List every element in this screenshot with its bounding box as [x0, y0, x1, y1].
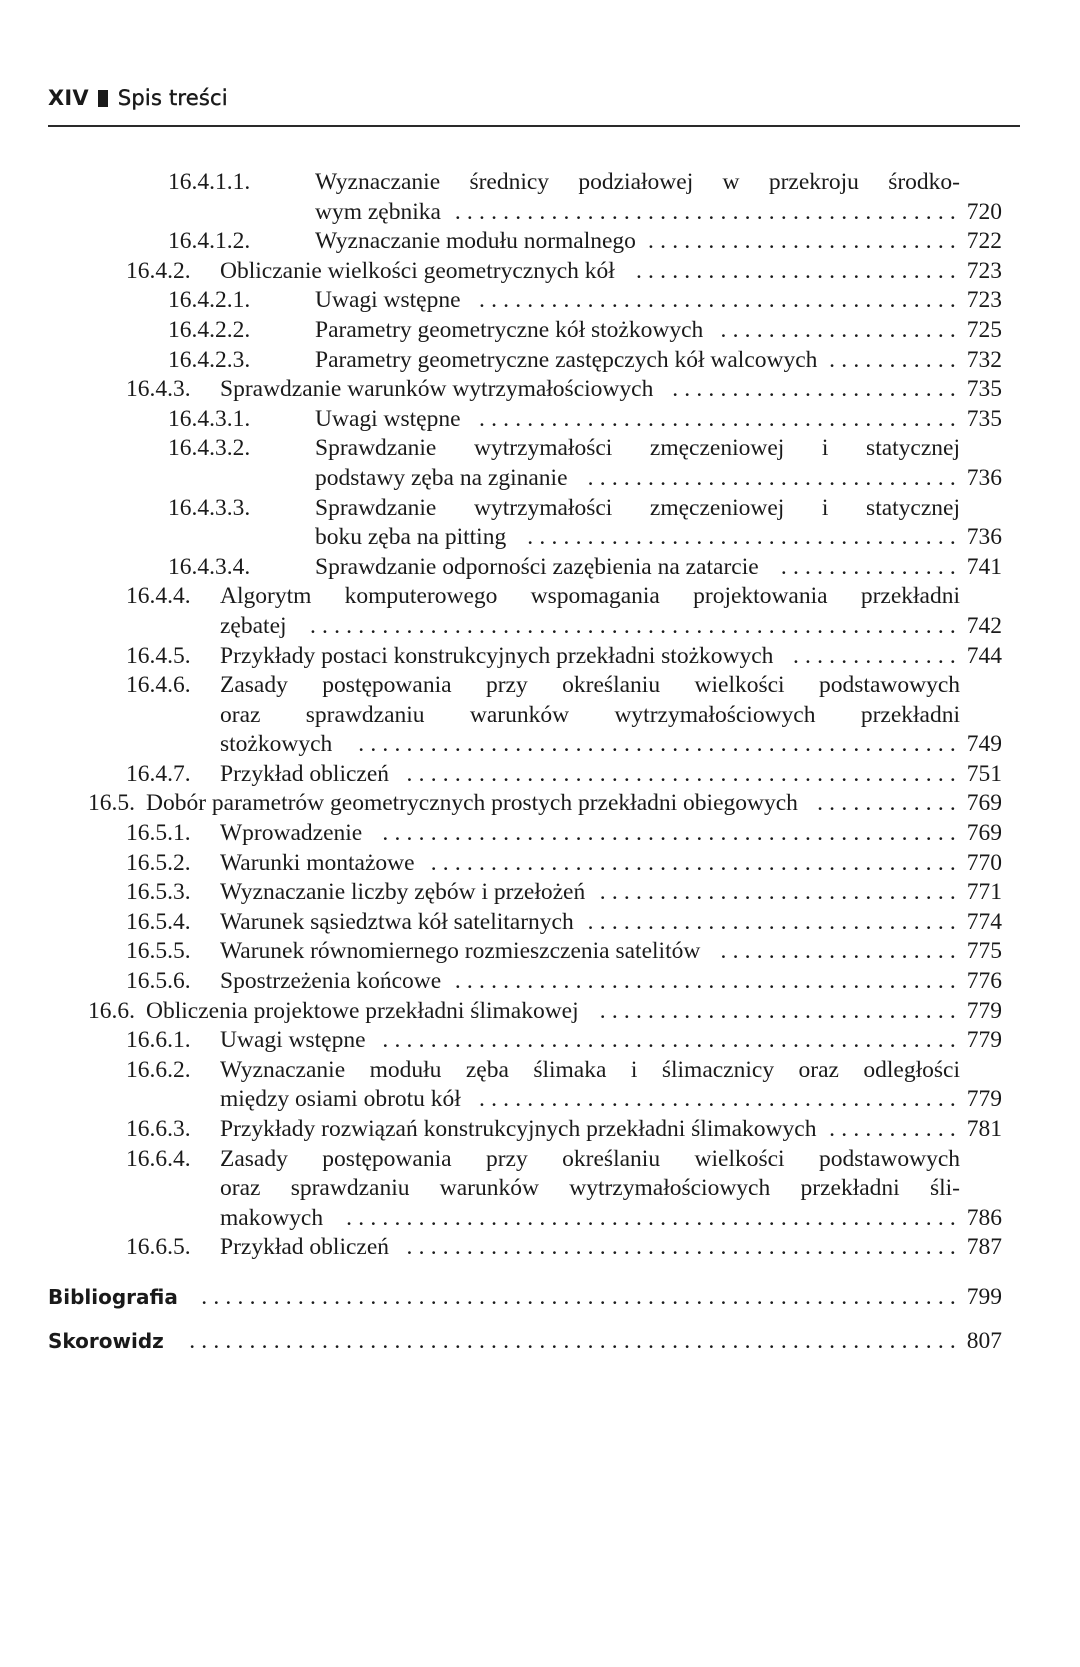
page-number: 751 — [966, 760, 1002, 787]
toc-entry[interactable] — [0, 760, 1080, 790]
toc-line — [0, 316, 1080, 346]
dot-leader: ........................... — [635, 257, 962, 284]
dot-leader: ............ — [817, 790, 962, 817]
toc-number: 16.4.1.2. — [168, 228, 251, 255]
toc-title: Parametry geometryczne zastępczych kół walcowych — [315, 346, 818, 373]
toc-title: Spostrzeżenia końcowe — [220, 968, 442, 995]
page-number: 725 — [966, 316, 1002, 343]
page-number: 769 — [966, 790, 1002, 817]
toc-number: 16.4.7. — [126, 760, 191, 787]
toc-title: Obliczanie wielkości geometrycznych kół — [220, 257, 615, 284]
toc-title: Przykłady rozwiązań konstrukcyjnych przekładni ślimakowych — [220, 1116, 817, 1142]
toc-title: Uwagi wstępne — [220, 1027, 366, 1054]
toc-line — [0, 789, 1080, 819]
toc-line — [0, 1275, 1080, 1319]
page-number: 775 — [966, 938, 1002, 965]
toc-line — [0, 730, 1080, 760]
dot-leader: ............................... — [587, 908, 962, 935]
page-number: 779 — [966, 1027, 1002, 1054]
toc-line — [0, 1056, 1080, 1086]
toc-entry[interactable] — [0, 553, 1080, 583]
toc-number: 16.6. — [88, 997, 135, 1024]
page-number: 723 — [966, 287, 1002, 314]
toc-number: 16.4.2.3. — [168, 346, 251, 373]
dot-leader: ........................................ — [479, 1086, 962, 1113]
toc-line — [0, 523, 1080, 553]
toc-line — [0, 1204, 1080, 1234]
spacer — [0, 1263, 1080, 1275]
toc-line — [0, 464, 1080, 494]
dot-leader: .................................................. — [358, 731, 962, 758]
toc-line — [0, 760, 1080, 790]
toc-line — [0, 582, 1080, 612]
page-number: 774 — [966, 908, 1002, 935]
dot-leader: .............................................. — [406, 760, 962, 787]
toc-title: Przykład obliczeń — [220, 1234, 390, 1261]
toc-line — [0, 553, 1080, 583]
page-number: 749 — [966, 731, 1002, 758]
toc-entry[interactable] — [0, 1319, 1080, 1363]
toc-number: 16.4.3.1. — [168, 405, 251, 432]
dot-leader: .................... — [720, 938, 962, 965]
toc-line — [0, 819, 1080, 849]
toc-entry[interactable] — [0, 1233, 1080, 1263]
section-title: Spis treści — [117, 86, 228, 110]
toc-entry[interactable] — [0, 582, 1080, 641]
toc-title: stożkowych — [220, 731, 333, 758]
page-number: 787 — [966, 1234, 1002, 1261]
toc-number: 16.5.1. — [126, 820, 191, 847]
dot-leader: .............. — [792, 642, 962, 669]
dot-leader: ............................................................... — [201, 1283, 962, 1310]
toc-number: 16.4.6. — [126, 672, 191, 699]
toc-number: 16.5. — [88, 790, 135, 817]
page-number: 771 — [966, 879, 1002, 906]
toc-title: między osiami obrotu kół — [220, 1086, 461, 1113]
dot-leader: ........................................ — [479, 405, 962, 432]
page-number: 744 — [966, 642, 1002, 669]
page-number: 722 — [966, 228, 1002, 255]
toc-number: 16.4.3.4. — [168, 553, 251, 580]
toc-entry[interactable] — [0, 967, 1080, 997]
square-bullet-icon — [98, 90, 108, 107]
toc-title: Warunek równomiernego rozmieszczenia satelitów — [220, 938, 701, 965]
toc-title: Warunek sąsiedztwa kół satelitarnych — [220, 908, 574, 935]
toc-title: Wprowadzenie — [220, 820, 363, 847]
toc-line — [0, 1085, 1080, 1115]
toc-line — [0, 1115, 1080, 1145]
running-header — [48, 86, 228, 110]
toc-line — [0, 701, 1080, 731]
toc-line — [0, 1145, 1080, 1175]
toc-entry[interactable] — [0, 1275, 1080, 1319]
toc-entry[interactable] — [0, 286, 1080, 316]
toc-number: 16.4.1.1. — [168, 169, 251, 195]
page-number: 742 — [966, 612, 1002, 639]
toc-title: wym zębnika — [315, 198, 441, 225]
toc-number: 16.4.5. — [126, 642, 191, 669]
dot-leader: .............................................. — [406, 1234, 962, 1261]
toc-entry[interactable] — [0, 937, 1080, 967]
toc-line — [0, 257, 1080, 287]
page-number: 735 — [966, 405, 1002, 432]
toc-line — [0, 227, 1080, 257]
toc-line — [0, 198, 1080, 228]
page-number: 807 — [966, 1327, 1002, 1354]
toc-line — [0, 494, 1080, 524]
toc-number: 16.6.1. — [126, 1027, 191, 1054]
dot-leader: ........... — [829, 346, 962, 373]
dot-leader: ...................................................... — [309, 612, 962, 639]
toc-title: Warunki montażowe — [220, 849, 415, 876]
toc-title: Sprawdzanie odporności zazębienia na zatarcie — [315, 553, 759, 580]
toc-line — [0, 375, 1080, 405]
toc-title: Obliczenia projektowe przekładni ślimakowej — [146, 997, 579, 1024]
toc-number: 16.5.3. — [126, 879, 191, 906]
page-number: 779 — [966, 997, 1002, 1024]
toc-entry[interactable] — [0, 1145, 1080, 1234]
dot-leader: ............................... — [587, 464, 962, 491]
toc-line — [0, 878, 1080, 908]
toc-title: oraz sprawdzaniu warunków wytrzymałościowych przekładni — [220, 701, 960, 728]
toc-title: Skorowidz — [48, 1328, 164, 1353]
page-number: 735 — [966, 376, 1002, 403]
toc-number: 16.4.3.3. — [168, 494, 251, 521]
toc-entry[interactable] — [0, 878, 1080, 908]
toc-title: makowych — [220, 1204, 324, 1231]
toc-line — [0, 937, 1080, 967]
toc-title: boku zęba na pitting — [315, 524, 507, 551]
toc-entry[interactable] — [0, 168, 1080, 227]
page-number: 736 — [966, 524, 1002, 551]
toc-entry[interactable] — [0, 494, 1080, 553]
page-number: 723 — [966, 257, 1002, 284]
header-rule — [48, 125, 1020, 127]
toc-entry[interactable] — [0, 642, 1080, 672]
toc-line — [0, 1233, 1080, 1263]
toc-number: 16.6.4. — [126, 1145, 191, 1172]
dot-leader: ............................................ — [430, 849, 962, 876]
dot-leader: ................................................ — [382, 820, 962, 847]
toc-entry[interactable] — [0, 227, 1080, 257]
page-number: 732 — [966, 346, 1002, 373]
dot-leader: .................................... — [527, 524, 962, 551]
page-number: 720 — [966, 198, 1002, 225]
toc-entry[interactable] — [0, 671, 1080, 760]
toc-title: Wyznaczanie modułu zęba ślimaka i ślimacznicy oraz odległości — [220, 1056, 960, 1083]
toc-entry[interactable] — [0, 1056, 1080, 1115]
toc-title: Zasady postępowania przy określaniu wielkości podstawowych — [220, 1145, 960, 1172]
toc-entry[interactable] — [0, 819, 1080, 849]
page-number-roman: XIV — [48, 86, 89, 110]
toc-title: zębatej — [220, 612, 287, 639]
toc-title: Bibliografia — [48, 1284, 178, 1309]
dot-leader: ........................ — [672, 376, 962, 403]
toc-title: Uwagi wstępne — [315, 287, 461, 314]
toc-title: Sprawdzanie warunków wytrzymałościowych — [220, 376, 654, 403]
toc-line — [0, 286, 1080, 316]
dot-leader: ........... — [829, 1116, 962, 1142]
toc-title: oraz sprawdzaniu warunków wytrzymałościowych przekładni śli- — [220, 1175, 960, 1202]
dot-leader: ................................................... — [346, 1204, 962, 1231]
toc-title: Algorytm komputerowego wspomagania projektowania przekładni — [220, 583, 960, 610]
toc-line — [0, 849, 1080, 879]
toc-entry[interactable] — [0, 375, 1080, 405]
toc-number: 16.4.4. — [126, 583, 191, 610]
dot-leader: .......................... — [648, 228, 962, 255]
toc-number: 16.5.5. — [126, 938, 191, 965]
page-number: 781 — [966, 1116, 1002, 1142]
toc-line — [0, 1174, 1080, 1204]
toc-title: Parametry geometryczne kół stożkowych — [315, 316, 704, 343]
dot-leader: ................................................................ — [189, 1327, 962, 1354]
toc-line — [0, 997, 1080, 1027]
page-number: 799 — [966, 1283, 1002, 1310]
dot-leader: .............................. — [599, 997, 962, 1024]
dot-leader: ........................................ — [479, 287, 962, 314]
toc-line — [0, 908, 1080, 938]
toc-line — [0, 612, 1080, 642]
toc-title: Przykład obliczeń — [220, 760, 390, 787]
toc-number: 16.4.2.2. — [168, 316, 251, 343]
toc-number: 16.4.2.1. — [168, 287, 251, 314]
toc-title: podstawy zęba na zginanie — [315, 464, 568, 491]
toc-number: 16.5.6. — [126, 968, 191, 995]
toc-line — [0, 671, 1080, 701]
toc-entry[interactable] — [0, 405, 1080, 435]
toc-entry[interactable] — [0, 346, 1080, 376]
toc-line — [0, 346, 1080, 376]
toc-line — [0, 967, 1080, 997]
toc-number: 16.6.2. — [126, 1056, 191, 1083]
page-number: 786 — [966, 1204, 1002, 1231]
toc-line — [0, 1026, 1080, 1056]
page-number: 736 — [966, 464, 1002, 491]
dot-leader: ............... — [780, 553, 962, 580]
table-of-contents — [0, 168, 1080, 1363]
toc-title: Dobór parametrów geometrycznych prostych przekładni obiegowych — [146, 790, 798, 817]
toc-entry[interactable] — [0, 997, 1080, 1027]
dot-leader: .................... — [720, 316, 962, 343]
toc-number: 16.6.5. — [126, 1234, 191, 1261]
toc-title: Przykłady postaci konstrukcyjnych przekładni stożkowych — [220, 642, 774, 669]
page-number: 770 — [966, 849, 1002, 876]
toc-title: Sprawdzanie wytrzymałości zmęczeniowej i statycznej — [315, 435, 960, 462]
toc-line — [0, 405, 1080, 435]
toc-title: Wyznaczanie liczby zębów i przełożeń — [220, 879, 586, 906]
dot-leader: ................................................ — [382, 1027, 962, 1054]
toc-title: Sprawdzanie wytrzymałości zmęczeniowej i statycznej — [315, 494, 960, 521]
toc-line — [0, 434, 1080, 464]
toc-entry[interactable] — [0, 316, 1080, 346]
toc-number: 16.4.2. — [126, 257, 191, 284]
toc-entry[interactable] — [0, 849, 1080, 879]
dot-leader: .......................................... — [454, 968, 962, 995]
toc-entry[interactable] — [0, 908, 1080, 938]
toc-number: 16.6.3. — [126, 1116, 191, 1142]
toc-title: Zasady postępowania przy określaniu wielkości podstawowych — [220, 672, 960, 699]
toc-entry[interactable] — [0, 789, 1080, 819]
page-number: 769 — [966, 820, 1002, 847]
toc-line — [0, 642, 1080, 672]
toc-number: 16.5.4. — [126, 908, 191, 935]
toc-title: Wyznaczanie średnicy podziałowej w przekroju środko- — [315, 169, 960, 195]
toc-entry[interactable] — [0, 1026, 1080, 1056]
toc-entry[interactable] — [0, 257, 1080, 287]
toc-number: 16.5.2. — [126, 849, 191, 876]
toc-line — [0, 168, 1080, 198]
dot-leader: .......................................... — [454, 198, 962, 225]
dot-leader: .............................. — [599, 879, 962, 906]
page-number: 779 — [966, 1086, 1002, 1113]
toc-title: Uwagi wstępne — [315, 405, 461, 432]
page-number: 741 — [966, 553, 1002, 580]
page-number: 776 — [966, 968, 1002, 995]
toc-line — [0, 1319, 1080, 1363]
toc-number: 16.4.3. — [126, 376, 191, 403]
toc-title: Wyznaczanie modułu normalnego — [315, 228, 636, 255]
toc-entry[interactable] — [0, 1115, 1080, 1145]
toc-entry[interactable] — [0, 434, 1080, 493]
toc-number: 16.4.3.2. — [168, 435, 251, 462]
